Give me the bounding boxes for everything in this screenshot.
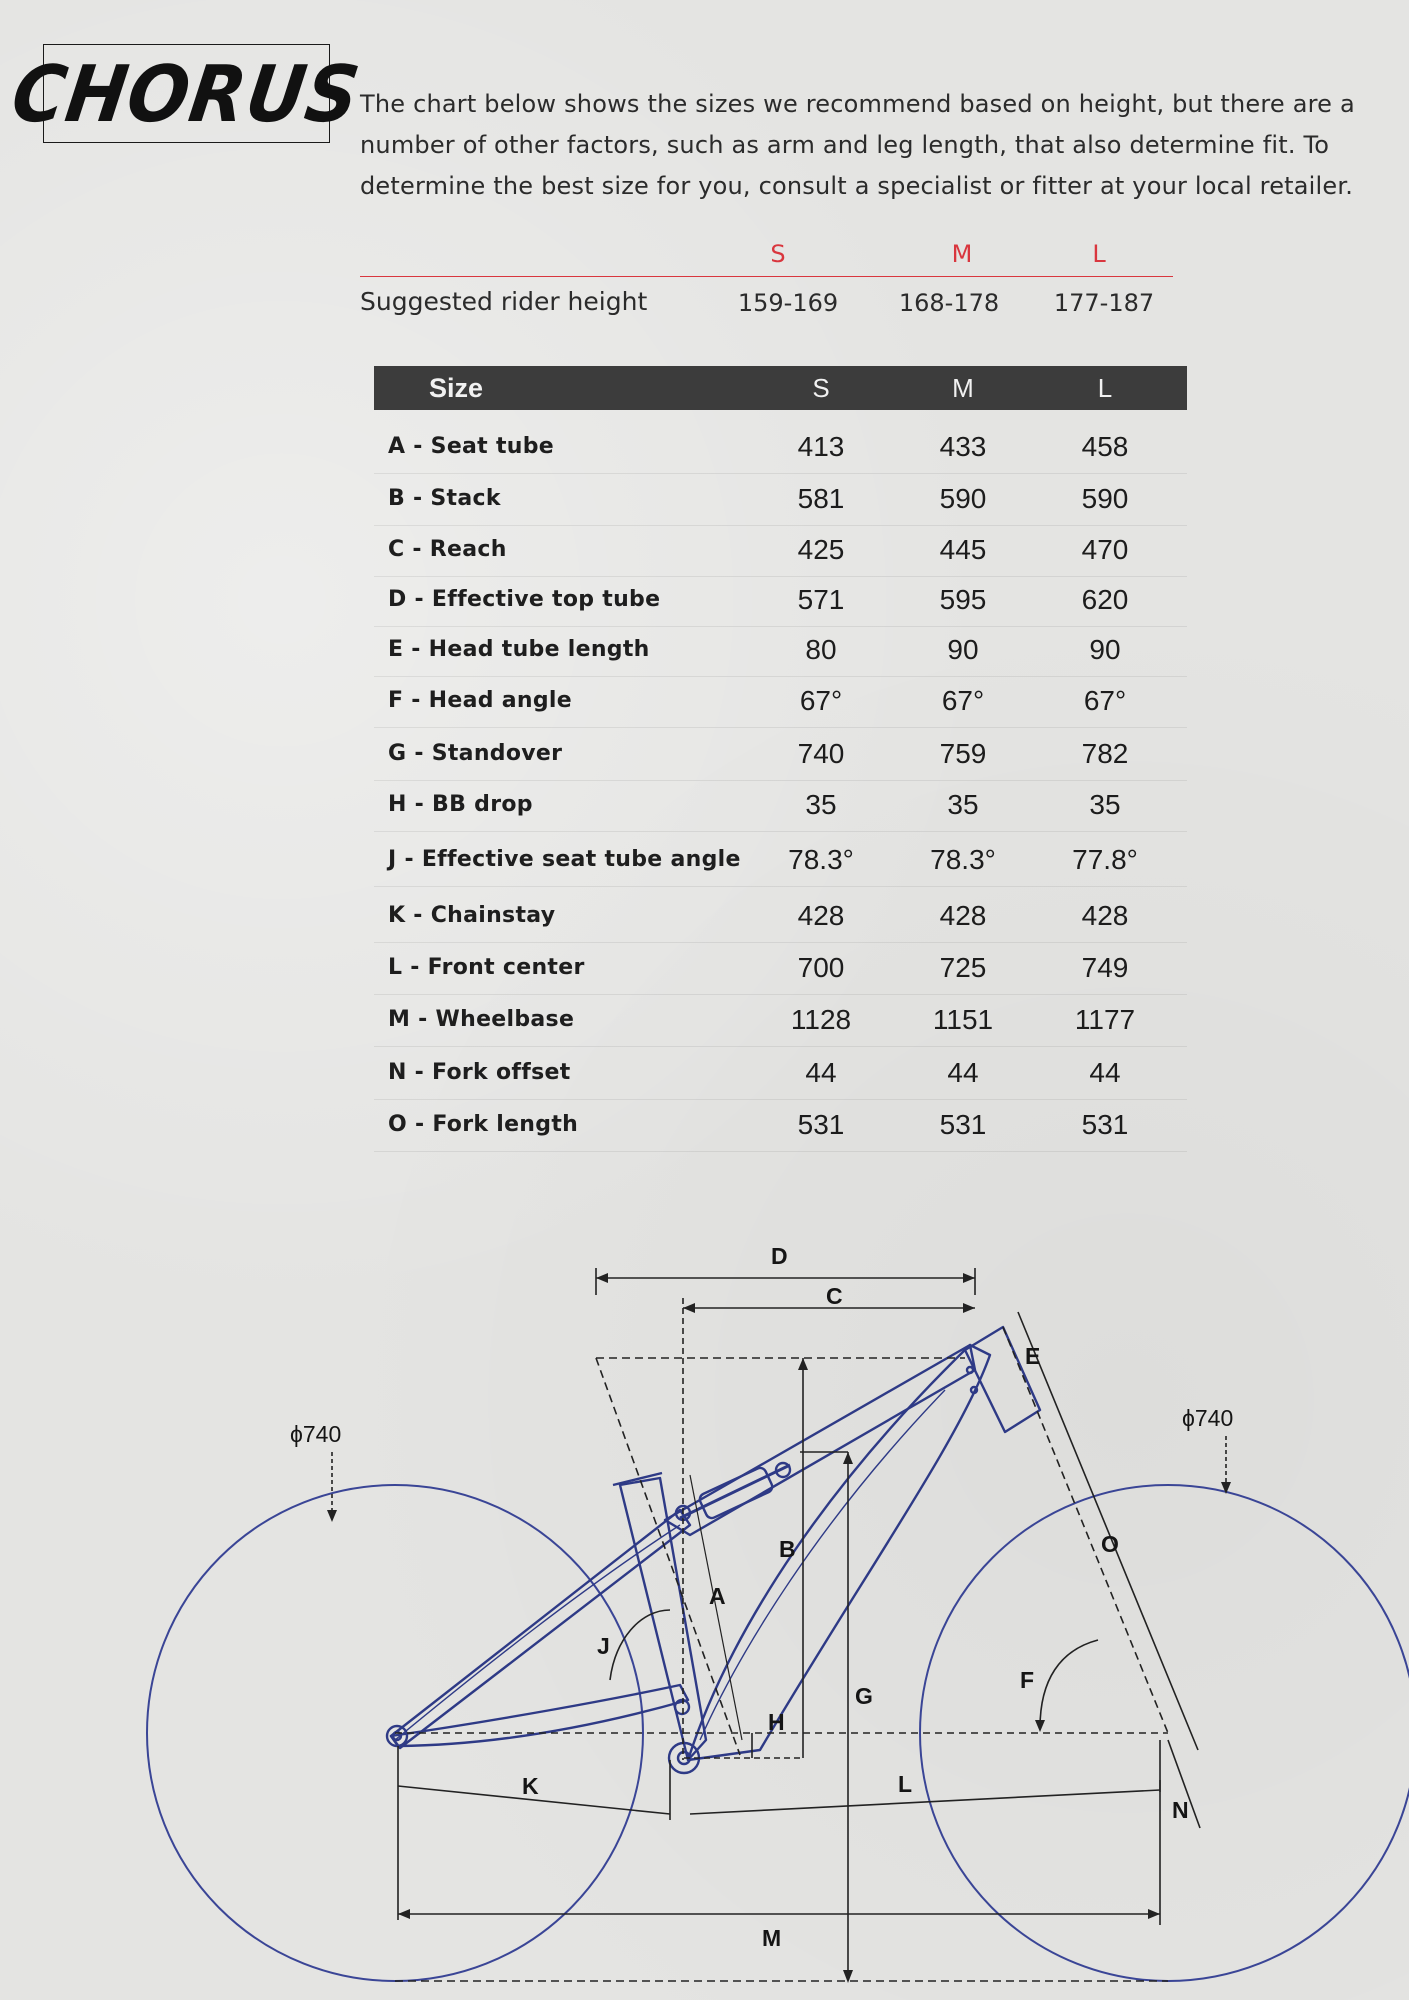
dim-f-arc (1040, 1640, 1098, 1728)
row-value-m: 590 (939, 483, 987, 514)
dim-j-arc (610, 1610, 670, 1680)
row-value-m: 428 (939, 900, 987, 931)
row-value-s: 425 (797, 534, 845, 565)
row-label: D - Effective top tube (388, 587, 661, 612)
rider-height-s: 159-169 (737, 289, 839, 317)
row-label: F - Head angle (388, 688, 572, 713)
brand-logo (7, 44, 366, 143)
arrow-head (683, 1303, 695, 1313)
row-value-l: 428 (1081, 900, 1129, 931)
intro-line: number of other factors, such as arm and leg length, that also determine fit. To (360, 131, 1330, 159)
row-label: G - Standover (388, 741, 563, 766)
label-o: O (1101, 1531, 1119, 1557)
front-wheel-size-label: ϕ740 (1182, 1405, 1234, 1431)
row-value-l: 620 (1081, 584, 1129, 615)
row-value-l: 782 (1081, 738, 1129, 769)
row-value-m: 433 (939, 431, 987, 462)
dim-l (690, 1790, 1160, 1814)
label-j: J (597, 1633, 610, 1659)
label-m: M (762, 1925, 782, 1951)
intro-paragraph (360, 84, 1360, 207)
label-b: B (779, 1536, 796, 1562)
rider-height-l: 177-187 (1053, 289, 1155, 317)
row-value-m: 1151 (932, 1004, 994, 1035)
row-value-m: 531 (939, 1109, 987, 1140)
table-row (374, 941, 1187, 995)
row-value-s: 44 (805, 1057, 837, 1088)
label-h: H (768, 1709, 785, 1735)
row-value-m: 725 (939, 952, 987, 983)
row-value-s: 1128 (790, 1004, 852, 1035)
rear-wheel-size-label: ϕ740 (290, 1421, 342, 1447)
row-value-m: 445 (939, 534, 987, 565)
row-label: M - Wheelbase (388, 1007, 575, 1032)
arrow-head (963, 1273, 975, 1283)
row-label: E - Head tube length (388, 637, 650, 662)
row-label: O - Fork length (388, 1112, 579, 1137)
table-row (374, 523, 1187, 577)
row-label: C - Reach (388, 537, 507, 562)
header-col-l: L (1097, 373, 1113, 403)
row-value-l: 35 (1089, 789, 1121, 820)
row-value-m: 90 (947, 634, 979, 665)
row-value-m: 78.3° (930, 844, 996, 875)
label-k: K (522, 1773, 539, 1799)
arrow-head (596, 1273, 608, 1283)
table-row (374, 674, 1187, 728)
row-value-l: 44 (1089, 1057, 1121, 1088)
brand-logo-text: CHORUS (7, 48, 366, 139)
header-size-label: Size (429, 373, 484, 403)
label-f: F (1020, 1667, 1035, 1693)
row-label: B - Stack (388, 486, 501, 511)
row-value-l: 749 (1081, 952, 1129, 983)
row-value-l: 1177 (1074, 1004, 1136, 1035)
row-value-m: 595 (939, 584, 987, 615)
row-value-l: 531 (1081, 1109, 1129, 1140)
arrow-head (398, 1909, 410, 1919)
header-col-m: M (952, 373, 974, 403)
table-row (374, 623, 1187, 677)
label-e: E (1025, 1343, 1041, 1369)
row-value-s: 78.3° (788, 844, 854, 875)
arrow-head (963, 1303, 975, 1313)
intro-line: The chart below shows the sizes we recommend based on height, but there are a (360, 90, 1355, 118)
label-d: D (771, 1243, 788, 1269)
row-label: K - Chainstay (388, 903, 556, 928)
bike-frame (387, 1327, 1040, 1773)
table-row (374, 727, 1187, 781)
row-value-s: 35 (805, 789, 837, 820)
row-value-s: 67° (799, 685, 843, 716)
row-label: A - Seat tube (388, 434, 555, 459)
geometry-diagram (0, 1180, 1409, 2000)
table-row (374, 1098, 1187, 1152)
row-value-l: 67° (1083, 685, 1127, 716)
row-value-s: 740 (797, 738, 845, 769)
table-row (374, 778, 1187, 832)
header-col-s: S (812, 373, 830, 403)
row-value-m: 759 (939, 738, 987, 769)
row-value-l: 470 (1081, 534, 1129, 565)
arrow-head (327, 1510, 337, 1522)
label-c: C (826, 1283, 843, 1309)
arrow-head (1035, 1720, 1045, 1732)
rider-height-m: 168-178 (898, 289, 1000, 317)
row-value-m: 44 (947, 1057, 979, 1088)
row-value-l: 458 (1081, 431, 1129, 462)
label-g: G (855, 1683, 873, 1709)
table-row (374, 573, 1187, 627)
arrow-head (798, 1358, 808, 1370)
divider (360, 276, 1173, 277)
table-row (374, 833, 1187, 887)
row-label: L - Front center (388, 955, 585, 980)
row-value-m: 67° (941, 685, 985, 716)
rider-height-label: Suggested rider height (360, 287, 648, 316)
label-l: L (898, 1771, 913, 1797)
dimension-lines (395, 1268, 1200, 1981)
table-row (374, 1046, 1187, 1100)
row-value-s: 413 (797, 431, 845, 462)
size-heading-s: S (770, 240, 786, 268)
row-value-s: 581 (797, 483, 845, 514)
row-label: J - Effective seat tube angle (388, 847, 741, 872)
table-row (374, 889, 1187, 943)
row-label: H - BB drop (388, 792, 533, 817)
table-row (374, 472, 1187, 526)
row-value-l: 590 (1081, 483, 1129, 514)
table-row (374, 993, 1187, 1047)
row-value-s: 80 (805, 634, 837, 665)
size-heading-l: L (1092, 240, 1106, 268)
table-row (374, 420, 1187, 474)
intro-line: determine the best size for you, consult a specialist or fitter at your local retailer. (360, 172, 1354, 200)
table-header (374, 366, 1187, 410)
row-value-m: 35 (947, 789, 979, 820)
arrow-head (1148, 1909, 1160, 1919)
row-value-s: 531 (797, 1109, 845, 1140)
arrow-head (843, 1452, 853, 1464)
row-value-s: 571 (797, 584, 845, 615)
label-n: N (1172, 1797, 1189, 1823)
row-value-s: 700 (797, 952, 845, 983)
row-label: N - Fork offset (388, 1060, 571, 1085)
row-value-s: 428 (797, 900, 845, 931)
label-a: A (709, 1583, 726, 1609)
row-value-l: 90 (1089, 634, 1121, 665)
size-heading-m: M (951, 240, 973, 268)
row-value-l: 77.8° (1072, 844, 1138, 875)
